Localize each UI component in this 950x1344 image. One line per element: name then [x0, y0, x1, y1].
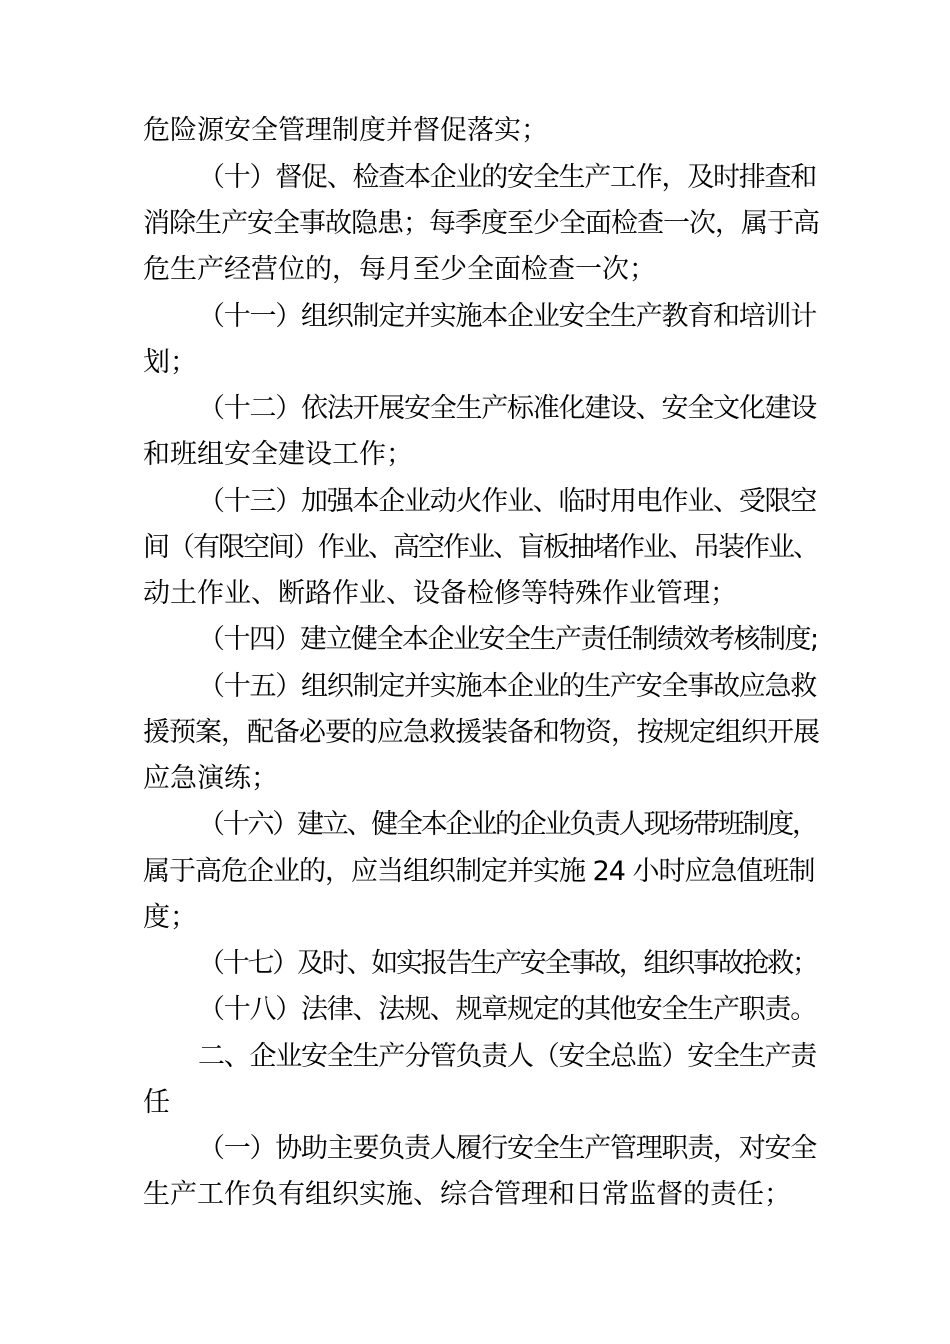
section-heading: 任	[143, 1087, 170, 1118]
text-line: （十七）及时、如实报告生产安全事故，组织事故抢救；	[198, 948, 817, 979]
text-line: （十一）组织制定并实施本企业安全生产教育和培训计	[198, 301, 816, 332]
text-line: （十二）依法开展安全生产标准化建设、安全文化建设	[198, 393, 816, 424]
text-line: 生产工作负有组织实施、综合管理和日常监督的责任；	[143, 1179, 791, 1210]
text-line: 属于高危企业的，应当组织制定并实施 24 小时应急值班制	[143, 856, 815, 887]
text-line: 应急演练；	[143, 763, 278, 794]
text-line: 度；	[143, 902, 197, 933]
text-line: 动土作业、断路作业、设备检修等特殊作业管理；	[143, 578, 737, 609]
text-line: 危生产经营位的，每月至少全面检查一次；	[143, 254, 656, 285]
text-line: （十四）建立健全本企业安全生产责任制绩效考核制度;	[198, 624, 818, 655]
section-heading: 二、企业安全生产分管负责人（安全总监）安全生产责	[198, 1041, 816, 1072]
text-line: 消除生产安全事故隐患；每季度至少全面检查一次，属于高	[143, 208, 819, 239]
text-line: （十八）法律、法规、规章规定的其他安全生产职责。	[198, 994, 816, 1025]
text-line: 危险源安全管理制度并督促落实；	[143, 115, 548, 146]
text-line: （十）督促、检查本企业的安全生产工作，及时排查和	[198, 162, 816, 193]
text-line: （十五）组织制定并实施本企业的生产安全事故应急救	[198, 671, 816, 702]
text-line: （十六）建立、健全本企业的企业负责人现场带班制度，	[198, 809, 817, 840]
text-line: 援预案，配备必要的应急救援装备和物资，按规定组织开展	[143, 717, 819, 748]
text-line: 间（有限空间）作业、高空作业、盲板抽堵作业、吊装作业、	[143, 532, 818, 563]
text-line: （十三）加强本企业动火作业、临时用电作业、受限空	[198, 486, 816, 517]
text-line: （一）协助主要负责人履行安全生产管理职责，对安全	[198, 1133, 816, 1164]
text-line: 和班组安全建设工作；	[143, 439, 413, 470]
text-line: 划；	[143, 347, 197, 378]
